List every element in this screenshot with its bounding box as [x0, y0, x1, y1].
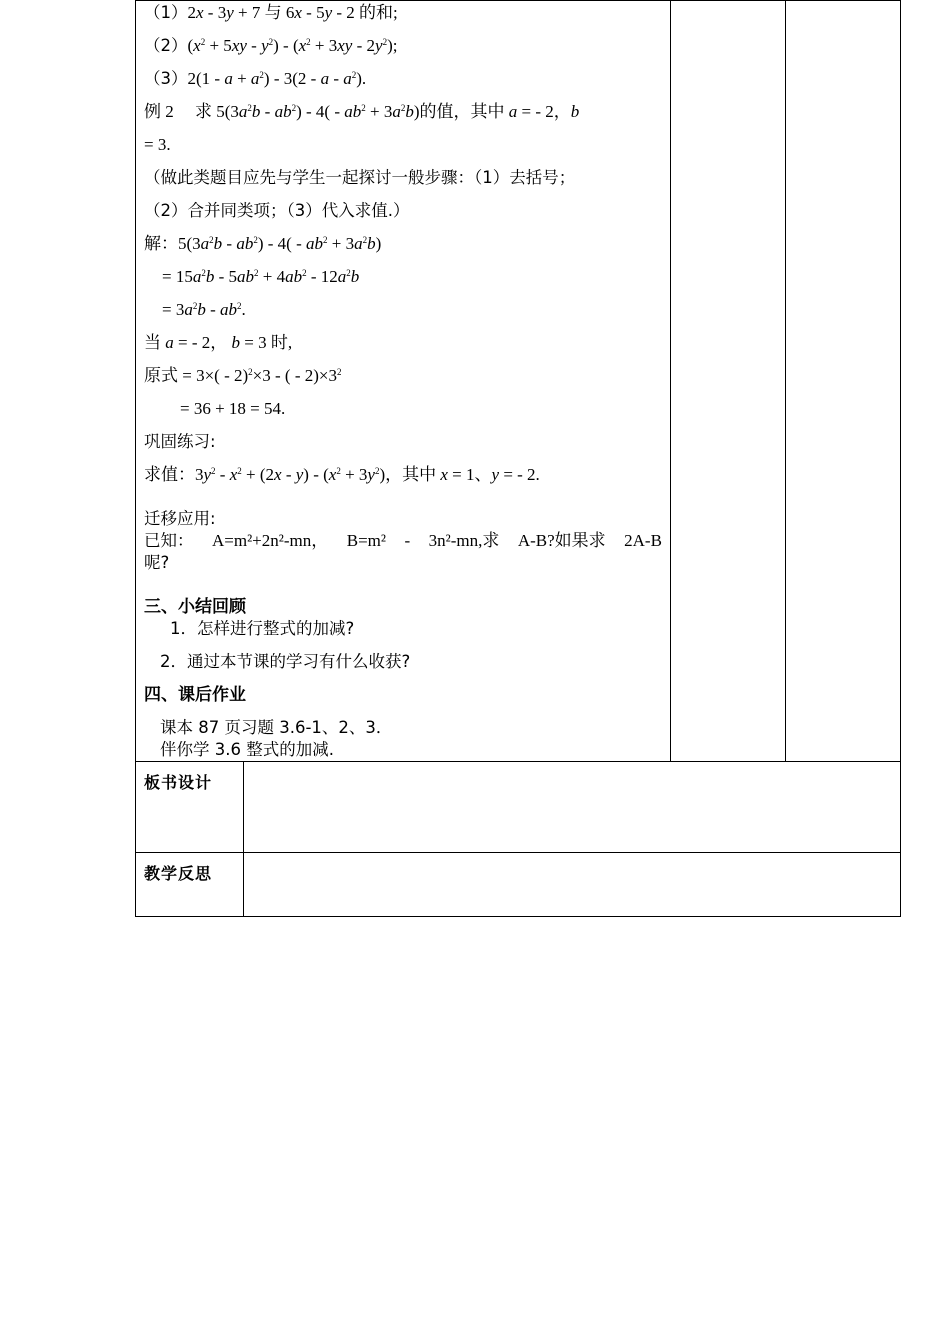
exercise-number: （1）	[144, 3, 188, 22]
example-2-statement: 例 2 求 $5(3a^2b - ab^2) - 4( - ab^2 + 3a^2b)$的值，其中 a = - 2，b	[144, 102, 580, 121]
transfer-title: 迁移应用:	[144, 509, 216, 528]
exercise-expression: $(x^2 + 5xy - y^2) - (x^2 + 3xy - 2y^2)$;	[187, 36, 398, 55]
exercise-expression: $2(1 - a + a^2) - 3(2 - a - a^2)$.	[187, 69, 367, 88]
transfer-part: A=m²+2n²-mn，	[211, 531, 329, 550]
exercise-2	[144, 35, 397, 57]
lesson-plan-table	[135, 0, 901, 917]
reflection-cell	[244, 853, 900, 916]
transfer-part: A-B?如果求	[517, 531, 606, 550]
column-divider-2	[785, 0, 786, 761]
example-2-statement-cont: = 3.	[144, 135, 171, 154]
teaching-note-line-2: （2）合并同类项；（3）代入求值.）	[144, 201, 410, 220]
exercise-3	[144, 68, 366, 90]
solution-line-3: = $3a^2b - ab^2$.	[162, 300, 246, 319]
table-border-bottom	[135, 916, 901, 917]
exercise-1	[144, 2, 398, 24]
section-3-heading: 三、小结回顾	[144, 597, 246, 617]
board-design-cell	[244, 762, 900, 852]
transfer-question	[144, 530, 662, 552]
practice-title: 巩固练习:	[144, 432, 216, 451]
solution-line-6: = 36 + 18 = 54.	[180, 399, 286, 418]
table-border-left	[135, 0, 136, 917]
exercise-number: （2）	[144, 36, 188, 55]
exercise-expression: 2x - 3y + 7 与 6x - 5y - 2 的和;	[187, 3, 398, 22]
homework-line-2: 伴你学 3.6 整式的加减.	[160, 740, 334, 759]
table-border-right	[900, 0, 901, 917]
solution-line-2: = $15a^2b - 5ab^2 + 4ab^2 - 12a^2b$	[162, 267, 360, 286]
transfer-question-cont: 呢?	[144, 553, 170, 572]
solution-line-4: 当 a = - 2， b = 3 时,	[144, 333, 293, 352]
transfer-part: 3n²-mn,求	[428, 531, 500, 550]
section-4-heading: 四、课后作业	[144, 685, 246, 705]
transfer-part: 已知：	[144, 531, 194, 550]
column-divider-1	[670, 0, 671, 761]
summary-question-2: 2．通过本节课的学习有什么收获?	[160, 652, 411, 671]
summary-question-1: 1．怎样进行整式的加减?	[170, 619, 355, 638]
table-border-top	[135, 0, 901, 1]
homework-line-1: 课本 87 页习题 3.6-1、2、3．	[160, 718, 393, 737]
transfer-part: 2A-B	[624, 531, 662, 550]
transfer-part: -	[404, 531, 411, 550]
reflection-label: 教学反思	[144, 864, 213, 883]
exercise-number: （3）	[144, 69, 188, 88]
practice-task: 求值：$3y^2 - x^2 + (2x - y) - (x^2 + 3y^2)$，其中 x = 1、y = - 2.	[144, 465, 540, 484]
solution-line-1: 解：$5(3a^2b - ab^2) - 4( - ab^2 + 3a^2b)$	[144, 234, 382, 253]
transfer-part: B=m²	[346, 531, 386, 550]
solution-line-5: 原式 = 3×( - 2)$^2$×3 - ( - $2)\times 3^2$	[144, 366, 342, 385]
teaching-note-line-1: （做此类题目应先与学生一起探讨一般步骤：（1）去括号；	[144, 168, 576, 187]
board-design-label: 板书设计	[144, 773, 213, 792]
